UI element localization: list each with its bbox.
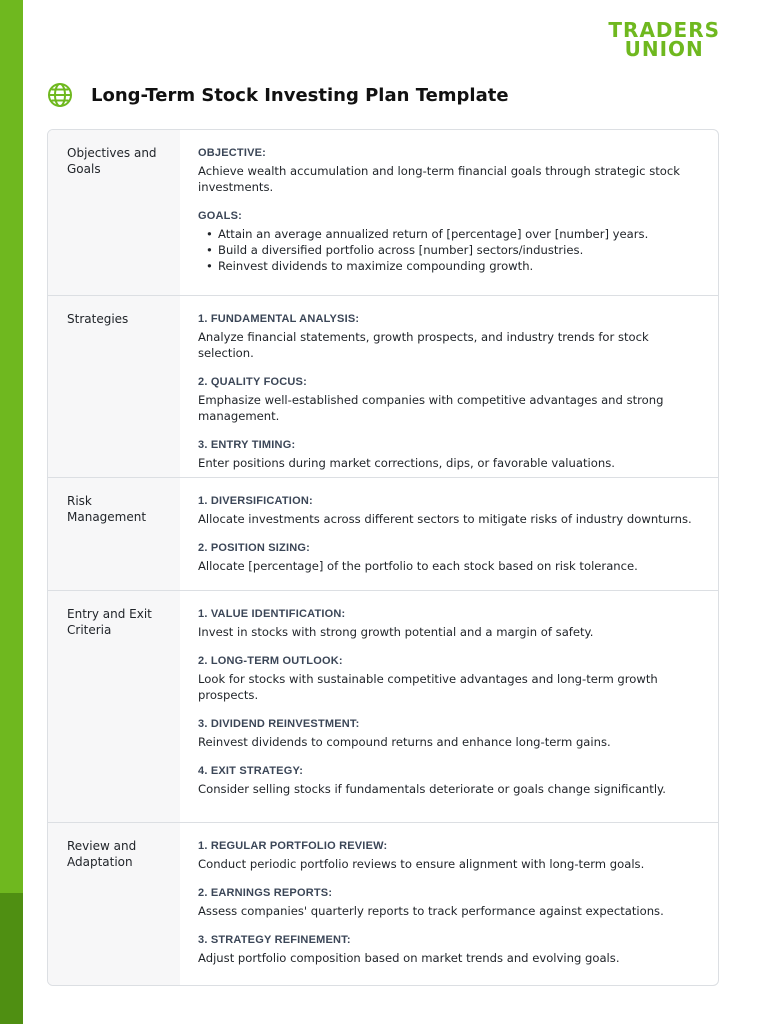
item-label: 1. REGULAR PORTFOLIO REVIEW: bbox=[198, 840, 388, 852]
row-heading: Objectives and Goals bbox=[48, 130, 180, 295]
item-label: 1. VALUE IDENTIFICATION: bbox=[198, 608, 346, 620]
plan-table bbox=[47, 129, 719, 986]
objective-label: OBJECTIVE: bbox=[198, 147, 267, 159]
item-label: 2. POSITION SIZING: bbox=[198, 542, 310, 554]
row-heading: Risk Management bbox=[48, 478, 180, 590]
list-item: • Attain an average annualized return of [percentage] over [number] years. bbox=[206, 226, 704, 242]
row-content bbox=[180, 591, 718, 822]
row-content bbox=[180, 296, 718, 477]
item-text: Invest in stocks with strong growth potential and a margin of safety. bbox=[198, 625, 594, 639]
item-label: 4. EXIT STRATEGY: bbox=[198, 765, 304, 777]
row-content bbox=[180, 478, 718, 590]
globe-icon bbox=[47, 82, 73, 108]
item-label: 3. DIVIDEND REINVESTMENT: bbox=[198, 718, 360, 730]
item-text: Look for stocks with sustainable competitive advantages and long-term growth prospects. bbox=[198, 672, 658, 702]
page-title: Long-Term Stock Investing Plan Template bbox=[91, 84, 509, 106]
list-item: • Reinvest dividends to maximize compounding growth. bbox=[206, 258, 704, 274]
item-label: 1. FUNDAMENTAL ANALYSIS: bbox=[198, 313, 360, 325]
item-text: Emphasize well-established companies with competitive advantages and strong management. bbox=[198, 393, 664, 423]
item-label: 2. QUALITY FOCUS: bbox=[198, 376, 307, 388]
item-text: Adjust portfolio composition based on market trends and evolving goals. bbox=[198, 951, 620, 965]
row-heading: Strategies bbox=[48, 296, 180, 477]
row-content bbox=[180, 823, 718, 985]
item-label: 2. EARNINGS REPORTS: bbox=[198, 887, 333, 899]
side-accent-bar bbox=[0, 0, 23, 893]
table-row bbox=[48, 130, 718, 295]
item-label: 3. ENTRY TIMING: bbox=[198, 439, 296, 451]
side-accent-bar-bottom bbox=[0, 893, 23, 1024]
title-row bbox=[47, 82, 509, 108]
list-item: • Build a diversified portfolio across [number] sectors/industries. bbox=[206, 242, 704, 258]
item-text: Analyze financial statements, growth prospects, and industry trends for stock selection. bbox=[198, 330, 649, 360]
item-label: 1. DIVERSIFICATION: bbox=[198, 495, 313, 507]
item-text: Assess companies' quarterly reports to track performance against expectations. bbox=[198, 904, 664, 918]
item-label: 2. LONG-TERM OUTLOOK: bbox=[198, 655, 343, 667]
table-row bbox=[48, 822, 718, 985]
item-text: Enter positions during market corrections, dips, or favorable valuations. bbox=[198, 456, 615, 470]
item-text: Conduct periodic portfolio reviews to ensure alignment with long-term goals. bbox=[198, 857, 645, 871]
item-text: Reinvest dividends to compound returns and enhance long-term gains. bbox=[198, 735, 611, 749]
traders-union-logo bbox=[608, 18, 720, 61]
logo-line-1: TRADERS bbox=[608, 18, 720, 42]
item-label: 3. STRATEGY REFINEMENT: bbox=[198, 934, 351, 946]
item-text: Allocate investments across different sectors to mitigate risks of industry downturns. bbox=[198, 512, 692, 526]
table-row bbox=[48, 590, 718, 822]
item-text: Consider selling stocks if fundamentals deteriorate or goals change significantly. bbox=[198, 782, 666, 796]
row-content bbox=[180, 130, 718, 295]
table-row bbox=[48, 295, 718, 477]
goals-list bbox=[198, 226, 704, 274]
row-heading: Review and Adaptation bbox=[48, 823, 180, 985]
goals-label: GOALS: bbox=[198, 210, 242, 222]
logo-line-2: UNION bbox=[624, 37, 704, 61]
item-text: Allocate [percentage] of the portfolio to each stock based on risk tolerance. bbox=[198, 559, 638, 573]
row-heading: Entry and Exit Criteria bbox=[48, 591, 180, 822]
table-row bbox=[48, 477, 718, 590]
objective-text: Achieve wealth accumulation and long-term financial goals through strategic stock investments. bbox=[198, 164, 680, 194]
